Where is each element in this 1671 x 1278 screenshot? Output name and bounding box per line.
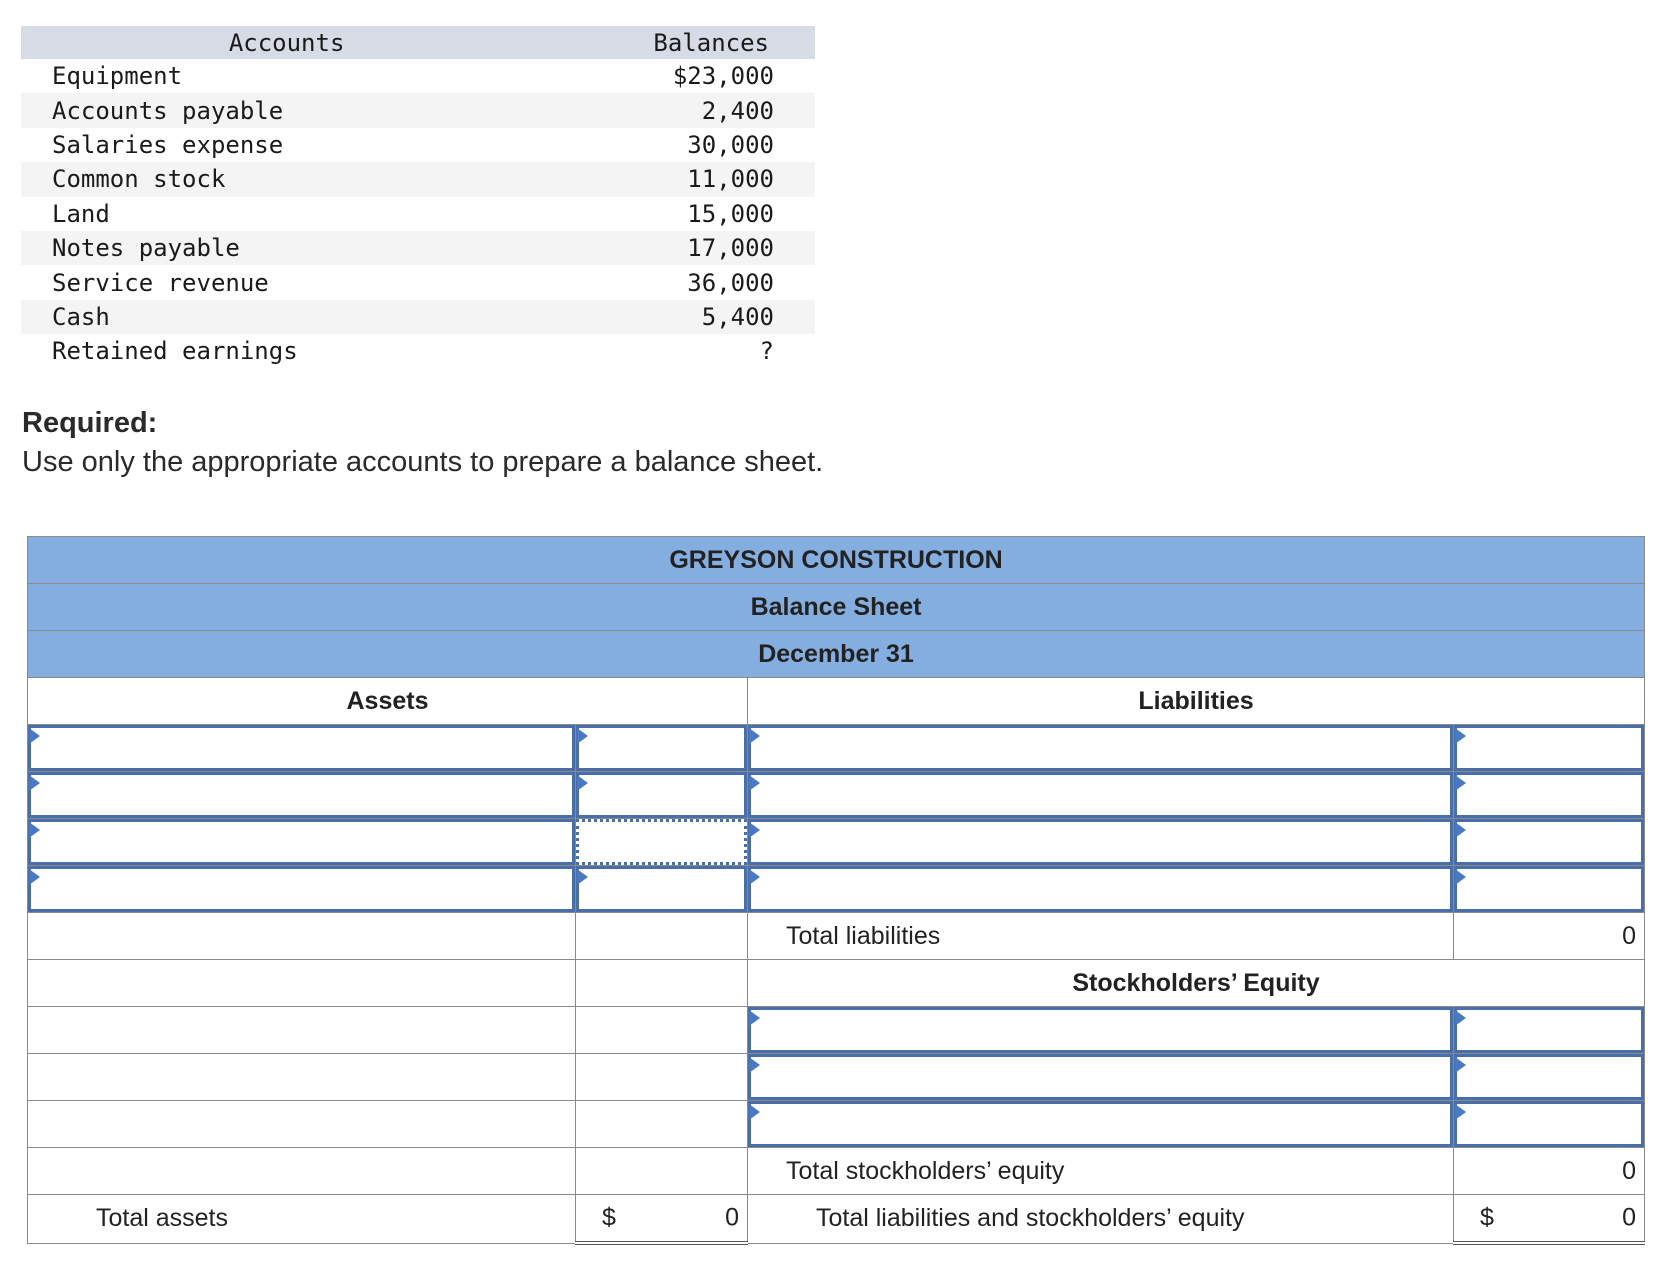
total-assets-value: 0 <box>725 1203 739 1232</box>
empty-cell <box>576 960 748 1007</box>
account-name: Common stock <box>21 162 522 196</box>
asset-account-select[interactable] <box>28 819 575 865</box>
balances-column-header: Balances <box>522 26 815 59</box>
total-equity-value: 0 <box>1454 1148 1645 1195</box>
account-name: Retained earnings <box>52 337 298 366</box>
equity-account-select[interactable] <box>748 1101 1453 1147</box>
total-liabilities-value: 0 <box>1454 913 1645 960</box>
total-assets-cell <box>576 1195 748 1244</box>
account-balance: 2,400 <box>522 93 815 127</box>
liability-amount-input[interactable] <box>1454 866 1644 912</box>
liability-amount-input[interactable] <box>1454 725 1644 771</box>
account-row <box>21 59 815 93</box>
account-name: Notes payable <box>21 231 522 265</box>
asset-amount-input[interactable] <box>576 725 747 771</box>
account-row <box>21 334 815 368</box>
account-balance: 36,000 <box>687 268 774 297</box>
account-balance: 5,400 <box>522 300 815 334</box>
empty-cell <box>28 1007 576 1054</box>
total-liabilities-equity-cell <box>1454 1195 1645 1244</box>
total-assets-label: Total assets <box>28 1195 576 1244</box>
account-balance: 17,000 <box>522 231 815 265</box>
account-name: Service revenue <box>52 268 269 297</box>
total-liabilities-label: Total liabilities <box>748 913 1454 960</box>
account-row <box>21 128 815 162</box>
asset-account-select[interactable] <box>28 725 575 771</box>
liability-account-select[interactable] <box>748 725 1453 771</box>
account-balance: 15,000 <box>687 199 774 228</box>
asset-account-select[interactable] <box>28 772 575 818</box>
accounts-column-header: Accounts <box>21 26 522 59</box>
statement-date: December 31 <box>28 631 1645 678</box>
equity-amount-input[interactable] <box>1454 1101 1644 1147</box>
account-row <box>21 300 815 334</box>
liability-account-select[interactable] <box>748 866 1453 912</box>
required-label: Required: <box>22 407 158 439</box>
empty-cell <box>576 1054 748 1101</box>
empty-cell <box>576 1148 748 1195</box>
account-row <box>21 231 815 265</box>
equity-heading: Stockholders’ Equity <box>748 960 1645 1007</box>
equity-amount-input[interactable] <box>1454 1007 1644 1053</box>
balance-sheet-table <box>27 536 1645 1245</box>
account-name: Cash <box>21 300 522 334</box>
account-name: Salaries expense <box>52 130 284 159</box>
empty-cell <box>28 1148 576 1195</box>
liabilities-heading: Liabilities <box>748 678 1645 725</box>
empty-cell <box>28 960 576 1007</box>
total-equity-label: Total stockholders’ equity <box>748 1148 1454 1195</box>
equity-amount-input[interactable] <box>1454 1054 1644 1100</box>
account-row <box>21 93 815 127</box>
total-assets-currency: $ <box>602 1203 616 1232</box>
statement-title: Balance Sheet <box>28 584 1645 631</box>
total-liabilities-equity-currency: $ <box>1480 1203 1494 1232</box>
empty-cell <box>28 913 576 960</box>
liability-account-select[interactable] <box>748 772 1453 818</box>
liability-amount-input[interactable] <box>1454 819 1644 865</box>
empty-cell <box>576 1007 748 1054</box>
account-balance: ? <box>759 337 774 366</box>
account-row <box>21 197 815 231</box>
account-row <box>21 265 815 299</box>
account-balance: 30,000 <box>687 130 774 159</box>
empty-cell <box>28 1054 576 1101</box>
equity-account-select[interactable] <box>748 1054 1453 1100</box>
asset-amount-input[interactable] <box>576 772 747 818</box>
total-liabilities-equity-label: Total liabilities and stockholders’ equity <box>748 1195 1454 1244</box>
account-balance: $23,000 <box>672 62 774 91</box>
accounts-header-row <box>21 26 815 59</box>
company-name: GREYSON CONSTRUCTION <box>28 537 1645 584</box>
assets-heading: Assets <box>28 678 748 725</box>
liability-amount-input[interactable] <box>1454 772 1644 818</box>
empty-cell <box>576 913 748 960</box>
account-name: Accounts payable <box>21 93 522 127</box>
asset-account-select[interactable] <box>28 866 575 912</box>
empty-cell <box>28 1101 576 1148</box>
account-balance: 11,000 <box>522 162 815 196</box>
asset-amount-input[interactable] <box>576 866 747 912</box>
required-instructions <box>22 404 823 482</box>
equity-account-select[interactable] <box>748 1007 1453 1053</box>
required-text: Use only the appropriate accounts to prepare a balance sheet. <box>22 446 824 478</box>
account-name: Equipment <box>52 62 183 91</box>
liability-account-select[interactable] <box>748 819 1453 865</box>
total-liabilities-equity-value: 0 <box>1622 1203 1637 1232</box>
account-name: Land <box>52 199 110 228</box>
account-row <box>21 162 815 196</box>
accounts-balances-table <box>21 26 815 369</box>
empty-cell <box>576 1101 748 1148</box>
asset-amount-input[interactable] <box>576 819 747 865</box>
